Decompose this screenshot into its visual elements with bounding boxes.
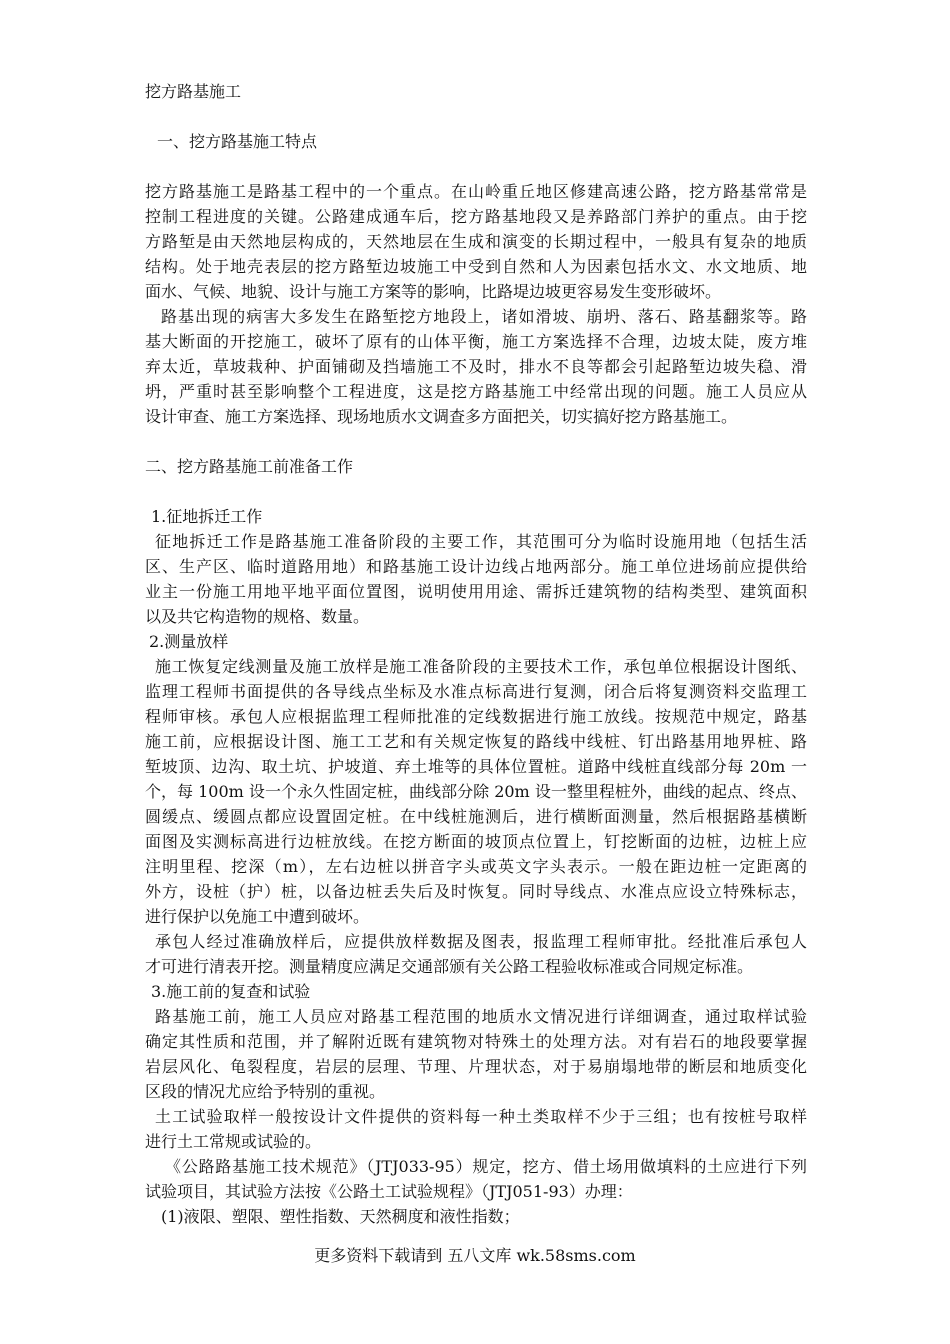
text-line: 弃太近，草坡栽种、护面铺砌及挡墙施工不及时，排水不良等都会引起路堑边坡失稳、滑 <box>145 357 807 376</box>
subheading-2: 2.测量放样 <box>149 632 229 651</box>
subheading-3: 3.施工前的复查和试验 <box>151 982 311 1001</box>
text-line: 挖方路基施工是路基工程中的一个重点。在山岭重丘地区修建高速公路，挖方路基常常是 <box>145 182 807 201</box>
text-line: 路基出现的病害大多发生在路堑挖方地段上，诸如滑坡、崩坍、落石、路基翻浆等。路 <box>161 307 807 326</box>
section-heading-2: 二、挖方路基施工前准备工作 <box>145 457 354 476</box>
text-line: 区段的情况尤应给予特别的重视。 <box>145 1082 386 1101</box>
text-line: 注明里程、挖深（m），左右边桩以拼音字头或英文字头表示。一般在距边桩一定距离的 <box>145 857 807 876</box>
text-line: 监理工程师书面提供的各导线点坐标及水准点标高进行复测，闭合后将复测资料交监理工 <box>145 682 807 701</box>
text-line: 《公路路基施工技术规范》（JTJ033-95）规定，挖方、借土场用做填料的土应进行下列 <box>165 1157 807 1176</box>
text-line: 圆缓点、缓圆点都应设置固定桩。在中线桩施测后，进行横断面测量，然后根据路基横断 <box>145 807 807 826</box>
footer-download-link[interactable]: 更多资料下载请到 五八文库 wk.58sms.com <box>314 1246 636 1265</box>
text-line: 施工前，应根据设计图、施工工艺和有关规定恢复的路线中线桩、钉出路基用地界桩、路 <box>145 732 807 751</box>
text-line: 征地拆迁工作是路基施工准备阶段的主要工作，其范围可分为临时设施用地（包括生活 <box>155 532 807 551</box>
text-line: 控制工程进度的关键。公路建成通车后，挖方路基地段又是养路部门养护的重点。由于挖 <box>145 207 807 226</box>
text-line: 方路堑是由天然地层构成的，天然地层在生成和演变的长期过程中，一般具有复杂的地质 <box>145 232 807 251</box>
text-line: 确定其性质和范围，并了解附近既有建筑物对特殊土的处理方法。对有岩石的地段要掌握 <box>145 1032 807 1051</box>
doc-title: 挖方路基施工 <box>145 82 242 101</box>
text-line: 面图及实测标高进行边桩放线。在挖方断面的坡顶点位置上，钉挖断面的边桩，边桩上应 <box>145 832 807 851</box>
text-line: 施工恢复定线测量及施工放样是施工准备阶段的主要技术工作，承包单位根据设计图纸、 <box>155 657 807 676</box>
text-line: 土工试验取样一般按设计文件提供的资料每一种土类取样不少于三组；也有按桩号取样 <box>155 1107 807 1126</box>
text-line: 设计审查、施工方案选择、现场地质水文调查多方面把关，切实搞好挖方路基施工。 <box>145 407 738 426</box>
text-line: 区、生产区、临时道路用地）和路基施工设计边线占地两部分。施工单位进场前应提供给 <box>145 557 807 576</box>
text-line: 程师审核。承包人应根据监理工程师批准的定线数据进行施工放线。按规范中规定，路基 <box>145 707 807 726</box>
text-line: 进行土工常规或试验的。 <box>145 1132 322 1151</box>
text-line: 业主一份施工用地平地平面位置图，说明使用用途、需拆迁建筑物的结构类型、建筑面积 <box>145 582 807 601</box>
text-line: 以及共它构造物的规格、数量。 <box>145 607 370 626</box>
text-line: 岩层风化、龟裂程度，岩层的层理、节理、片理状态，对于易崩塌地带的断层和地质变化 <box>145 1057 807 1076</box>
document-page <box>145 0 809 1344</box>
text-line: 基大断面的开挖施工，破坏了原有的山体平衡，施工方案选择不合理，边坡太陡，废方堆 <box>145 332 807 351</box>
text-line: 结构。处于地壳表层的挖方路堑边坡施工中受到自然和人为因素包括水文、水文地质、地 <box>145 257 807 276</box>
section-heading-1: 一、挖方路基施工特点 <box>157 132 318 151</box>
text-line: 面水、气候、地貌、设计与施工方案等的影响，比路堤边坡更容易发生变形破坏。 <box>145 282 722 301</box>
text-line: 试验项目，其试验方法按《公路土工试验规程》（JTJ051-93）办理： <box>145 1182 633 1201</box>
text-line: 进行保护以免施工中遭到破坏。 <box>145 907 370 926</box>
text-line: 外方，设桩（护）桩，以备边桩丢失后及时恢复。同时导线点、水准点应设立特殊标志， <box>145 882 807 901</box>
text-line: 承包人经过准确放样后，应提供放样数据及图表，报监理工程师审批。经批准后承包人 <box>155 932 807 951</box>
text-line: 路基施工前，施工人员应对路基工程范围的地质水文情况进行详细调查，通过取样试验 <box>155 1007 807 1026</box>
text-line: 坍，严重时甚至影响整个工程进度，这是挖方路基施工中经常出现的问题。施工人员应从 <box>145 382 807 401</box>
text-line: 个，每 100m 设一个永久性固定桩，曲线部分除 20m 设一整里程桩外，曲线的起点、终点、 <box>145 782 807 801</box>
list-item: (1)液限、塑限、塑性指数、天然稠度和液性指数； <box>161 1207 520 1226</box>
subheading-1: 1.征地拆迁工作 <box>151 507 263 526</box>
text-line: 才可进行清表开挖。测量精度应满足交通部颁有关公路工程验收标准或合同规定标准。 <box>145 957 754 976</box>
text-line: 堑坡顶、边沟、取土坑、护坡道、弃土堆等的具体位置桩。道路中线桩直线部分每 20m 一 <box>145 757 807 776</box>
